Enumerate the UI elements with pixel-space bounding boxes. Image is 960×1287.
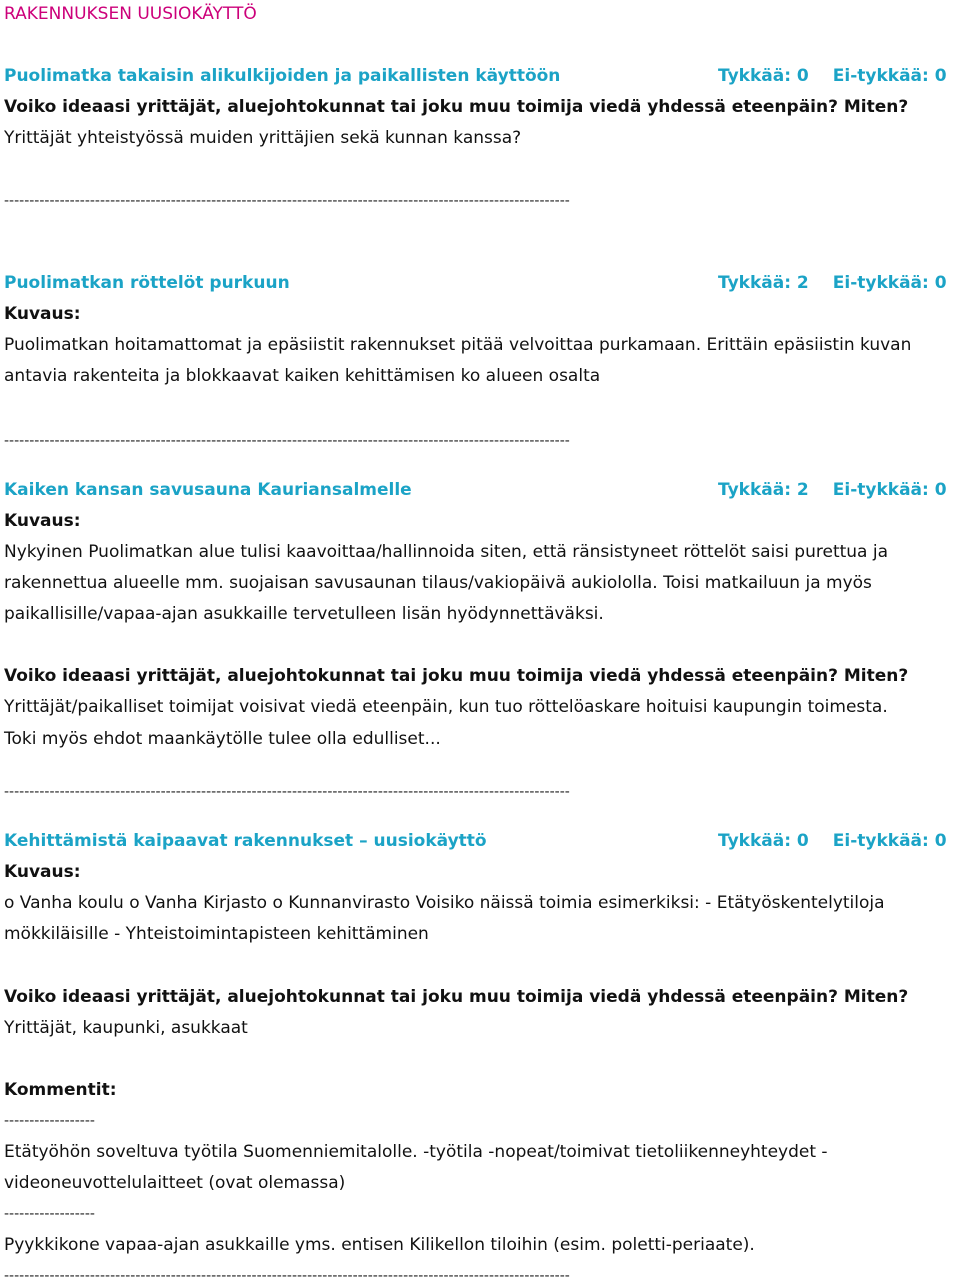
comment-line: Etätyöhön soveltuva työtila Suomenniemitalolle. -työtila -nopeat/toimivat tietoliikenneyhteydet - (4, 1142, 828, 1162)
likes-count[interactable]: Tykkää: 0 (718, 66, 809, 86)
idea-title[interactable]: Kehittämistä kaipaavat rakennukset – uusiokäyttö (4, 831, 487, 851)
comment-line: videoneuvottelulaitteet (ovat olemassa) (4, 1173, 346, 1193)
description-line: Puolimatkan hoitamattomat ja epäsiistit rakennukset pitää velvoittaa purkamaan. Erittäin epäsiistin kuvan (4, 335, 912, 355)
question-label: Voiko ideaasi yrittäjät, aluejohtokunnat tai joku muu toimija viedä yhdessä eteenpäin? Miten? (4, 987, 909, 1007)
likes-count[interactable]: Tykkää: 2 (718, 273, 809, 293)
description-line: Nykyinen Puolimatkan alue tulisi kaavoittaa/hallinnoida siten, että ränsistyneet röttelöt saisi purettua ja (4, 542, 889, 562)
comments-label: Kommentit: (4, 1080, 117, 1100)
answer-text: Yrittäjät yhteistyössä muiden yrittäjien sekä kunnan kanssa? (4, 128, 522, 148)
question-label: Voiko ideaasi yrittäjät, aluejohtokunnat tai joku muu toimija viedä yhdessä eteenpäin? Miten? (4, 666, 909, 686)
likes-count[interactable]: Tykkää: 0 (718, 831, 809, 851)
vote-counts (718, 479, 947, 501)
description-line: rakennettua alueelle mm. suojaisan savusaunan tilaus/vakiopäivä aukiololla. Toisi matkailuun ja myös (4, 573, 872, 593)
separator: ---------------------------------------------------------------------------------------------------------------- (4, 1268, 570, 1284)
answer-text: Yrittäjät, kaupunki, asukkaat (4, 1018, 248, 1038)
answer-line: Yrittäjät/paikalliset toimijat voisivat viedä eteenpäin, kun tuo röttelöaskare hoituisi kaupungin toimesta. (4, 697, 888, 717)
description-line: paikallisille/vapaa-ajan asukkaille tervetulleen lisän hyödynnettäväksi. (4, 604, 604, 624)
dislikes-count[interactable]: Ei-tykkää: 0 (832, 831, 947, 851)
description-line: o Vanha koulu o Vanha Kirjasto o Kunnanvirasto Voisiko näissä toimia esimerkiksi: - Etätyöskentelytiloja (4, 893, 885, 913)
vote-counts (718, 830, 947, 852)
comment-separator: ------------------ (4, 1113, 95, 1129)
dislikes-count[interactable]: Ei-tykkää: 0 (832, 273, 947, 293)
description-label: Kuvaus: (4, 862, 81, 882)
comment-line: Pyykkikone vapaa-ajan asukkaille yms. entisen Kilikellon tiloihin (esim. poletti-periaate). (4, 1235, 755, 1255)
description-label: Kuvaus: (4, 304, 81, 324)
comment-separator: ------------------ (4, 1206, 95, 1222)
page-title: RAKENNUKSEN UUSIOKÄYTTÖ (4, 4, 257, 24)
description-label: Kuvaus: (4, 511, 81, 531)
idea-title[interactable]: Kaiken kansan savusauna Kauriansalmelle (4, 480, 412, 500)
separator: ---------------------------------------------------------------------------------------------------------------- (4, 193, 570, 209)
answer-line: Toki myös ehdot maankäytölle tulee olla edulliset... (4, 729, 441, 749)
likes-count[interactable]: Tykkää: 2 (718, 480, 809, 500)
dislikes-count[interactable]: Ei-tykkää: 0 (832, 66, 947, 86)
separator: ---------------------------------------------------------------------------------------------------------------- (4, 784, 570, 800)
idea-title[interactable]: Puolimatka takaisin alikulkijoiden ja paikallisten käyttöön (4, 66, 561, 86)
separator: ---------------------------------------------------------------------------------------------------------------- (4, 433, 570, 449)
description-line: antavia rakenteita ja blokkaavat kaiken kehittämisen ko alueen osalta (4, 366, 601, 386)
vote-counts (718, 65, 947, 87)
question-label: Voiko ideaasi yrittäjät, aluejohtokunnat tai joku muu toimija viedä yhdessä eteenpäin? Miten? (4, 97, 909, 117)
description-line: mökkiläisille - Yhteistoimintapisteen kehittäminen (4, 924, 429, 944)
dislikes-count[interactable]: Ei-tykkää: 0 (832, 480, 947, 500)
idea-title[interactable]: Puolimatkan röttelöt purkuun (4, 273, 290, 293)
vote-counts (718, 272, 947, 294)
